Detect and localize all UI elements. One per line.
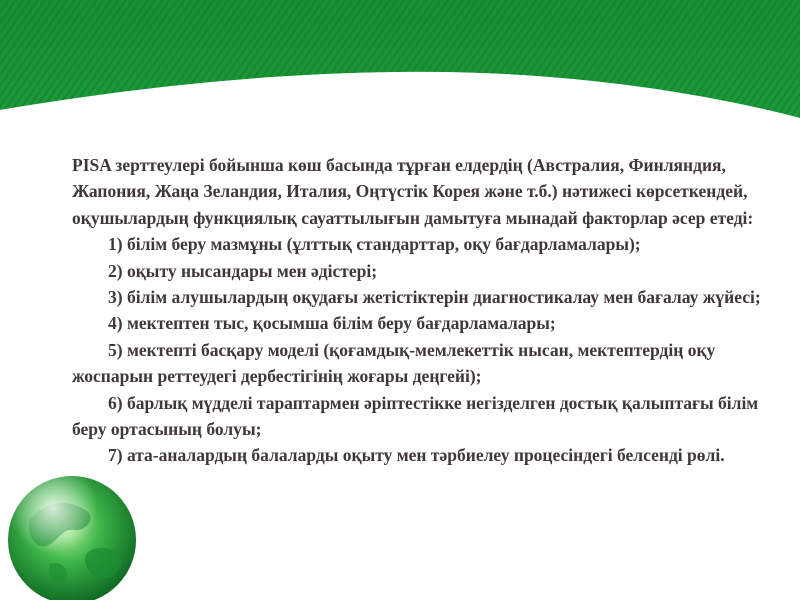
factor-item-2: 2) оқыту нысандары мен әдістері; (108, 260, 378, 281)
green-wave-header (0, 0, 800, 135)
factor-item-3: 3) білім алушылардың оқудағы жетістіктерін диагностикалау мен бағалау жүйесі; (108, 287, 761, 308)
factor-item-7: 7) ата-аналардың балаларды оқыту мен тәрбиелеу процесіндегі белсенді рөлі. (108, 445, 725, 466)
slide-text (72, 152, 784, 469)
factor-item-4: 4) мектептен тыс, қосымша білім беру бағдарламалары; (108, 313, 556, 334)
factor-item-1: 1) білім беру мазмұны (ұлттық стандарттар, оқу бағдарламалары); (108, 234, 641, 255)
factor-item-6: 6) барлық мүдделі тараптармен әріптестікке негізделген достық қалыптағы білім беру ортасының болуы; (72, 392, 759, 440)
intro-paragraph: PISA зерттеулері бойынша көш басында тұрған елдердің (Австралия, Финляндия, Жапония, Жаңа Зеландия, Италия, Оңтүстік Корея және т.б.) нәтижесі көрсеткендей, оқушылардың функциялық сауаттылығын дамытуға мынадай факторлар әсер етеді: (72, 155, 754, 228)
globe-icon (0, 460, 140, 600)
factor-item-5: 5) мектепті басқару моделі (қоғамдық-мемлекеттік нысан, мектептердің оқу жоспарын реттеудегі дербестігінің жоғары деңгейі); (72, 339, 716, 387)
